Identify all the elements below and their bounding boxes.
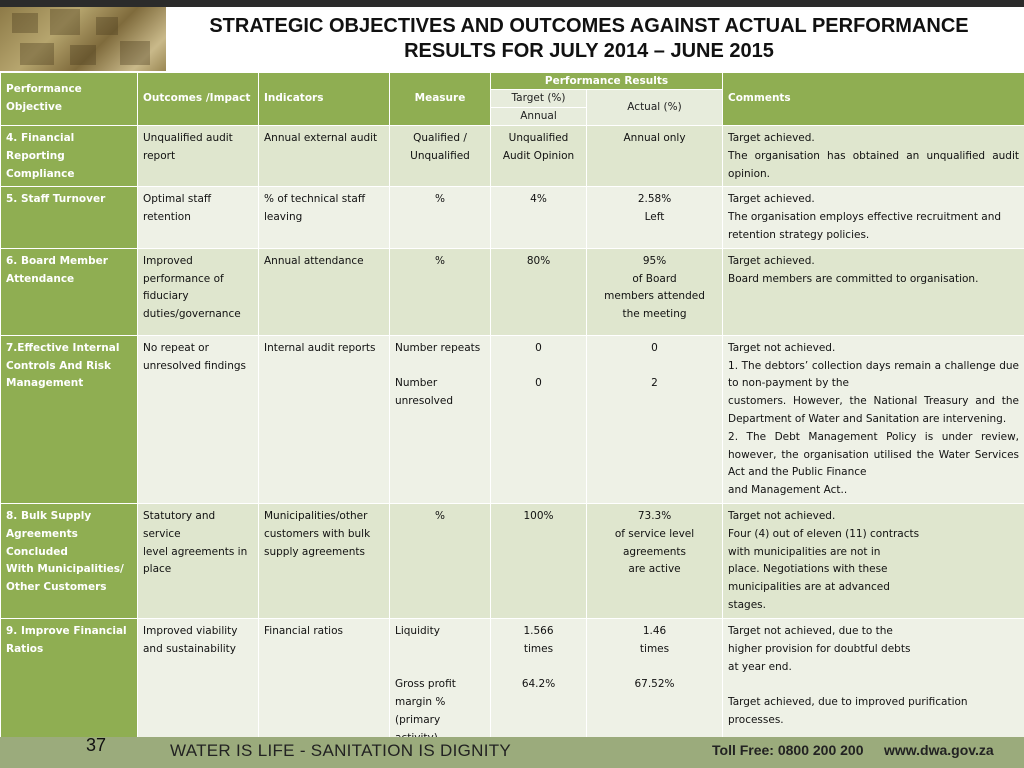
cell-line: agreements xyxy=(622,545,687,558)
footer-bar xyxy=(0,737,1024,768)
comments-cell xyxy=(723,248,1024,335)
cell-line: customers. However, the National Treasury and the Department of Water and Sanitation are intervening. xyxy=(728,395,1020,425)
table-row xyxy=(1,126,1024,187)
cell-line: With Municipalities/ xyxy=(6,563,124,576)
cell-line: level agreements in xyxy=(143,545,248,558)
footer-website-link[interactable]: www.dwa.gov.za xyxy=(884,742,994,758)
cell-line: Financial ratios xyxy=(264,624,343,637)
slide-title xyxy=(166,14,1012,64)
cell-line: Agreements Concluded xyxy=(6,527,78,558)
indicators-cell xyxy=(259,126,390,187)
cell-line: Other Customers xyxy=(6,581,107,594)
table-row xyxy=(1,503,1024,618)
cell-line: 1.566 xyxy=(523,624,554,637)
actual-cell xyxy=(587,503,723,618)
cell-line: and sustainability xyxy=(143,642,236,655)
cell-line: place xyxy=(143,563,172,576)
cell-line: customers with bulk xyxy=(264,527,371,540)
cell-line: 4. Financial Reporting xyxy=(6,132,75,162)
cell-line: % of technical staff xyxy=(264,193,366,206)
cell-line: 67.52% xyxy=(634,678,675,691)
header-target: Target (%) xyxy=(491,90,587,108)
objective-cell xyxy=(1,335,138,503)
cell-line: Target not achieved. xyxy=(728,509,836,522)
cell-line: times xyxy=(523,642,554,655)
cell-line: 73.3% xyxy=(637,509,672,522)
cell-line: stages. xyxy=(728,598,766,611)
cell-line: report xyxy=(143,149,176,162)
objective-cell xyxy=(1,187,138,248)
cell-line: Improved xyxy=(143,254,193,267)
performance-table xyxy=(0,72,1024,759)
cell-line: 2. The Debt Management Policy is under review, however, the organisation utilised the Water Services Act and the Public Finance xyxy=(728,430,1020,479)
cell-line: (primary xyxy=(395,713,441,726)
cell-line: Target not achieved. xyxy=(728,341,836,354)
footer-tagline: WATER IS LIFE - SANITATION IS DIGNITY xyxy=(170,741,512,760)
header-performance-results: Performance Results xyxy=(491,73,723,90)
cell-line: 8. Bulk Supply xyxy=(6,509,92,522)
cell-line: Controls And Risk xyxy=(6,359,111,372)
slide-title-line-1: STRATEGIC OBJECTIVES AND OUTCOMES AGAINST ACTUAL PERFORMANCE xyxy=(209,15,969,37)
target-cell xyxy=(491,187,587,248)
cell-line: performance of xyxy=(143,272,224,285)
target-cell xyxy=(491,335,587,503)
cell-line: % xyxy=(435,509,445,522)
measure-cell xyxy=(390,503,491,618)
cell-line: Improved viability xyxy=(143,624,238,637)
outcomes-cell xyxy=(138,248,259,335)
cell-line: of service level xyxy=(614,527,695,540)
top-dark-bar xyxy=(0,0,1024,7)
comments-cell xyxy=(723,126,1024,187)
cell-line: 1.46 xyxy=(642,624,667,637)
cell-line: 0 xyxy=(535,341,542,354)
actual-cell xyxy=(587,248,723,335)
outcomes-cell xyxy=(138,503,259,618)
cell-line: members attended xyxy=(604,290,705,303)
comments-cell xyxy=(723,503,1024,618)
cell-line: Target achieved. xyxy=(728,254,815,267)
cell-line: with municipalities are not in xyxy=(728,545,881,558)
cell-line: Target achieved. xyxy=(728,132,815,144)
table-row xyxy=(1,335,1024,503)
cell-line: 7.Effective Internal xyxy=(6,341,120,354)
cell-line: The organisation has obtained an unqualified audit opinion. xyxy=(728,149,1020,180)
header-indicators: Indicators xyxy=(259,73,390,126)
cell-line: Statutory and service xyxy=(143,509,216,540)
cell-line: 0 xyxy=(535,377,542,390)
cell-line: Target achieved. xyxy=(728,193,815,206)
cell-line: Four (4) out of eleven (11) contracts xyxy=(728,527,920,540)
cell-line: 6. Board Member xyxy=(6,254,108,267)
cell-line: place. Negotiations with these xyxy=(728,563,888,576)
actual-cell xyxy=(587,126,723,187)
cell-line: Qualified / xyxy=(413,132,467,144)
cell-line: 100% xyxy=(523,509,554,522)
measure-cell xyxy=(390,126,491,187)
cell-line: 9. Improve Financial xyxy=(6,624,127,637)
cell-line: Target achieved, due to improved purification xyxy=(728,696,968,709)
cell-line: Annual attendance xyxy=(264,254,364,267)
cell-line: 0 xyxy=(651,341,658,354)
cell-line: Number repeats xyxy=(395,341,481,354)
measure-cell xyxy=(390,335,491,503)
cell-line: processes. xyxy=(728,713,784,726)
comments-cell xyxy=(723,335,1024,503)
cell-line: Internal audit reports xyxy=(264,341,376,354)
header-actual: Actual (%) xyxy=(587,90,723,126)
cell-line: Gross profit xyxy=(395,678,456,691)
target-cell xyxy=(491,126,587,187)
table-row xyxy=(1,248,1024,335)
actual-cell xyxy=(587,187,723,248)
cell-line: No repeat or xyxy=(143,341,209,354)
cell-line: Management xyxy=(6,377,84,390)
cell-line: of Board xyxy=(632,272,677,285)
cell-line: Unqualified audit xyxy=(143,132,233,144)
cell-line: Audit Opinion xyxy=(502,149,575,162)
cell-line: 64.2% xyxy=(521,678,556,691)
cell-line: Annual external audit xyxy=(264,132,378,144)
cell-line: times xyxy=(639,642,670,655)
measure-cell xyxy=(390,248,491,335)
cell-line: leaving xyxy=(264,211,303,224)
cell-line: municipalities are at advanced xyxy=(728,581,890,594)
cell-line: Target not achieved, due to the xyxy=(728,624,893,637)
cell-line: unresolved xyxy=(395,395,454,408)
target-cell xyxy=(491,503,587,618)
target-cell xyxy=(491,248,587,335)
table-row xyxy=(1,187,1024,248)
cell-line: 95% xyxy=(642,254,667,267)
cell-line: 1. The debtors’ collection days remain a challenge due to non-payment by the xyxy=(728,359,1020,390)
header-photo xyxy=(0,7,166,71)
cell-line: Optimal staff xyxy=(143,193,212,206)
cell-line: 2.58% xyxy=(637,193,672,206)
cell-line: % xyxy=(435,254,445,267)
cell-line: unresolved findings xyxy=(143,359,246,372)
header-outcomes-impact: Outcomes /Impact xyxy=(138,73,259,126)
header-performance-objective: Performance Objective xyxy=(1,73,138,126)
cell-line: Ratios xyxy=(6,642,44,655)
actual-cell xyxy=(587,335,723,503)
slide-title-line-2: RESULTS FOR JULY 2014 – JUNE 2015 xyxy=(404,40,774,62)
objective-cell xyxy=(1,248,138,335)
cell-line: are active xyxy=(628,563,681,576)
cell-line: higher provision for doubtful debts xyxy=(728,642,911,655)
indicators-cell xyxy=(259,187,390,248)
cell-line: The organisation employs effective recruitment and retention strategy policies. xyxy=(728,211,1002,241)
page-number: 37 xyxy=(86,735,107,755)
cell-line: supply agreements xyxy=(264,545,365,558)
cell-line: the meeting xyxy=(622,308,687,321)
objective-cell xyxy=(1,503,138,618)
outcomes-cell xyxy=(138,335,259,503)
cell-line: 5. Staff Turnover xyxy=(6,193,106,206)
outcomes-cell xyxy=(138,126,259,187)
cell-line: Unqualified xyxy=(410,149,470,162)
cell-line: Left xyxy=(644,211,665,224)
header-measure: Measure xyxy=(390,73,491,126)
measure-cell xyxy=(390,187,491,248)
objective-cell xyxy=(1,126,138,187)
comments-cell xyxy=(723,187,1024,248)
indicators-cell xyxy=(259,248,390,335)
cell-line: Annual only xyxy=(623,132,686,144)
cell-line: Board members are committed to organisation. xyxy=(728,272,979,285)
cell-line: duties/governance xyxy=(143,308,241,321)
indicators-cell xyxy=(259,335,390,503)
cell-line: retention xyxy=(143,211,191,224)
cell-line: Liquidity xyxy=(395,624,440,637)
cell-line: Compliance xyxy=(6,167,75,180)
cell-line: at year end. xyxy=(728,660,792,673)
footer-toll-free: Toll Free: 0800 200 200 xyxy=(712,742,864,758)
cell-line: 4% xyxy=(530,193,547,206)
cell-line: % xyxy=(435,193,445,206)
cell-line: margin % xyxy=(395,696,446,709)
cell-line: fiduciary xyxy=(143,290,189,303)
cell-line: Number xyxy=(395,377,438,390)
cell-line: 80% xyxy=(526,254,551,267)
indicators-cell xyxy=(259,503,390,618)
outcomes-cell xyxy=(138,187,259,248)
cell-line: Attendance xyxy=(6,272,75,285)
cell-line: 2 xyxy=(651,377,658,390)
header-comments: Comments xyxy=(723,73,1024,126)
cell-line: and Management Act.. xyxy=(728,484,848,497)
cell-line: Municipalities/other xyxy=(264,509,368,522)
cell-line: Unqualified xyxy=(508,132,569,144)
header-annual: Annual xyxy=(491,108,587,126)
